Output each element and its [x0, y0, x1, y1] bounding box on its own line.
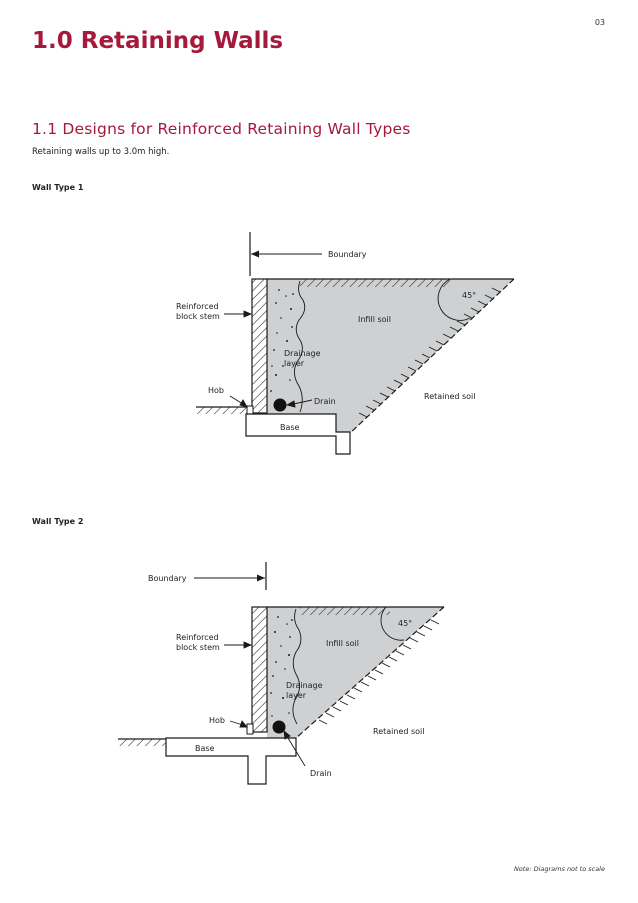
hob-label: Hob: [208, 386, 224, 395]
drainage-label-line2: layer: [284, 359, 305, 368]
wall-type-1-diagram: [0, 225, 638, 465]
drainage-label-line1: Drainage: [284, 349, 321, 358]
drain-pipe: [273, 721, 286, 734]
infill-label: Infill soil: [326, 639, 359, 648]
block-stem: [252, 279, 267, 413]
base-slab: [166, 738, 296, 784]
stem-label-line2: block stem: [176, 312, 220, 321]
hob-label: Hob: [209, 716, 225, 725]
drain-label: Drain: [314, 397, 336, 406]
angle-label: 45°: [398, 619, 413, 628]
angle-label: 45°: [462, 291, 477, 300]
stem-label-line1: Reinforced: [176, 633, 219, 642]
section-subtitle: Retaining walls up to 3.0m high.: [32, 147, 170, 157]
boundary-label: Boundary: [328, 250, 367, 259]
stem-label-line1: Reinforced: [176, 302, 219, 311]
infill-label: Infill soil: [358, 315, 391, 324]
stem-label-line2: block stem: [176, 643, 220, 652]
boundary-marker: [194, 562, 266, 590]
page-number: 03: [594, 18, 605, 27]
drain-pipe: [274, 399, 287, 412]
drainage-label-line1: Drainage: [286, 681, 323, 690]
section-title: 1.1 Designs for Reinforced Retaining Wall Types: [32, 120, 411, 138]
base-label: Base: [195, 744, 215, 753]
boundary-label: Boundary: [148, 574, 187, 583]
drainage-label-line2: layer: [286, 691, 307, 700]
boundary-marker: [250, 232, 322, 276]
retained-soil-label: Retained soil: [373, 727, 425, 736]
retained-soil-label: Retained soil: [424, 392, 476, 401]
footnote: Note: Diagrams not to scale: [513, 865, 605, 873]
base-slab: [246, 414, 350, 454]
block-stem: [252, 607, 267, 732]
wall-type-2-heading: Wall Type 2: [32, 517, 84, 526]
base-label: Base: [280, 423, 300, 432]
page-title: 1.0 Retaining Walls: [32, 28, 284, 54]
infill-soil-area: [267, 607, 444, 738]
wall-type-2-diagram: [0, 555, 638, 790]
wall-type-1-heading: Wall Type 1: [32, 183, 84, 192]
drain-label: Drain: [310, 769, 332, 778]
